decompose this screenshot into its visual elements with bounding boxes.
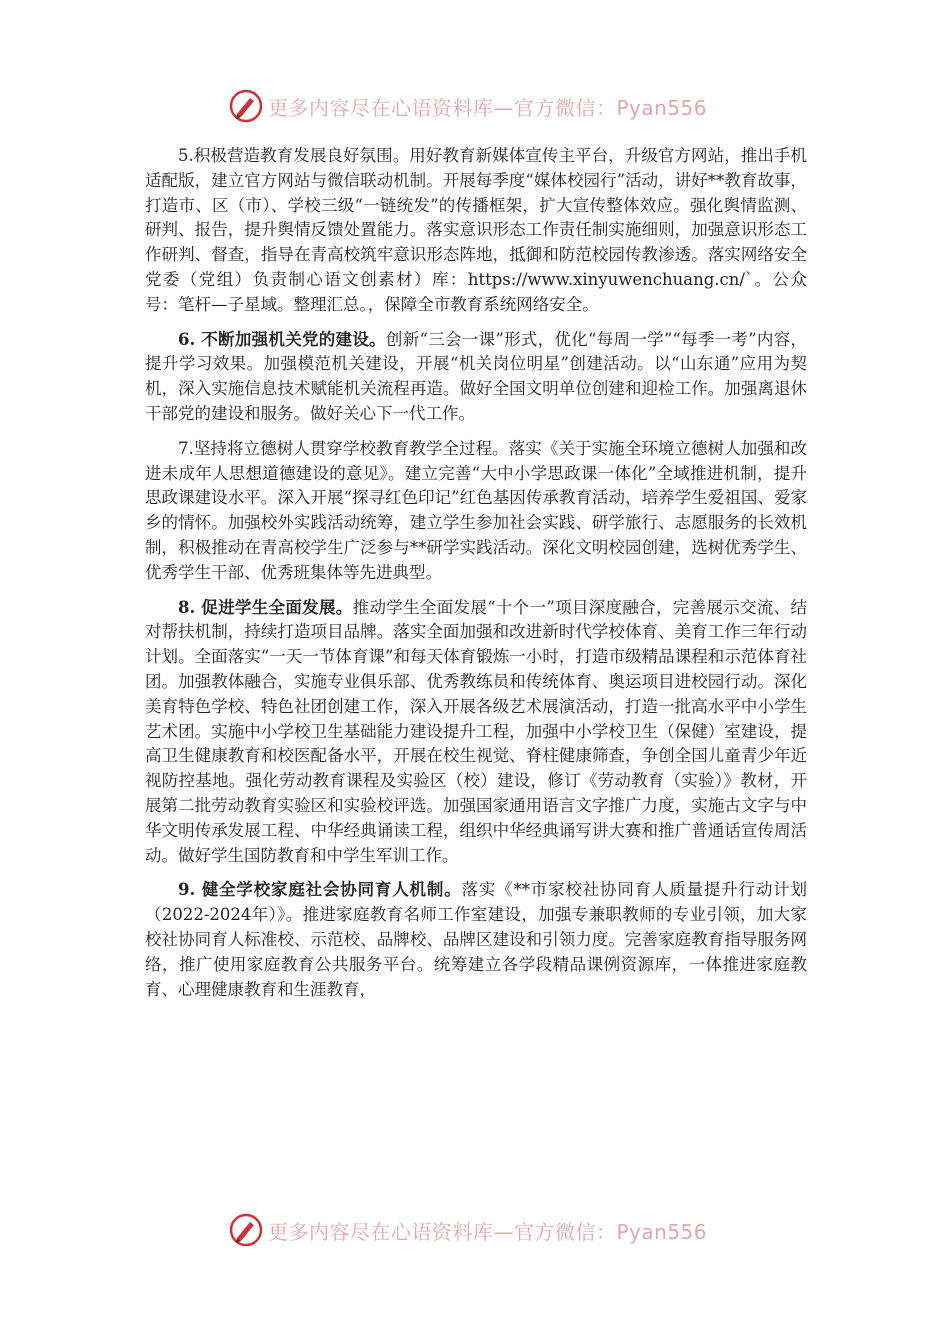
pen-logo-icon [228, 1212, 264, 1248]
footer-watermark-banner [228, 1210, 707, 1250]
header-watermark-banner [228, 86, 707, 126]
paragraph-8-lead: 8. 促进学生全面发展。 [178, 597, 353, 617]
paragraph-6-text: 创新“三会一课”形式，优化“每周一学”“每季一考”内容，提升学习效果。加强模范机关建设，开展“机关岗位明星”创建活动。以“山东通”应用为契机，深入实施信息技术赋能机关流程再造。做好全国文明单位创建和迎检工作。加强离退休干部党的建设和服务。做好关心下一代工作。 [145, 329, 807, 423]
paragraph-9 [145, 878, 807, 1002]
paragraph-8-text: 推动学生全面发展“十个一”项目深度融合，完善展示交流、结对帮扶机制，持续打造项目品牌。落实全面加强和改进新时代学校体育、美育工作三年行动计划。全面落实“一天一节体育课”和每天体育锻炼一小时，打造市级精品课程和示范体育社团。加强教体融合，实施专业俱乐部、优秀教练员和传统体育、奥运项目进校园行动。深化美育特色学校、特色社团创建工作，深入开展各级艺术展演活动，打造一批高水平中小学生艺术团。实施中小学校卫生基础能力建设提升工程，加强中小学校卫生（保健）室建设，提高卫生健康教育和校医配备水平，开展在校生视觉、脊柱健康筛查，争创全国儿童青少年近视防控基地。强化劳动教育课程及实验区（校）建设，修订《劳动教育（实验）》教材，开展第二批劳动教育实验区和实验校评选。加强国家通用语言文字推广力度，实施古文字与中华文明传承发展工程、中华经典诵读工程，组织中华经典诵写讲大赛和推广普通话宣传周活动。做好学生国防教育和中学生军训工作。 [145, 597, 807, 865]
paragraph-9-text: 落实《**市家校社协同育人质量提升行动计划（2022-2024年）》。推进家庭教育名师工作室建设，加强专兼职教师的专业引领，加大家校社协同育人标准校、示范校、品牌校、品牌区建设和引领力度。完善家庭教育指导服务网络，推广使用家庭教育公共服务平台。统筹建立各学段精品课例资源库，一体推进家庭教育、心理健康教育和生涯教育， [145, 880, 807, 999]
paragraph-9-lead: 9. 健全学校家庭社会协同育人机制。 [178, 880, 462, 900]
paragraph-5: 5.积极营造教育发展良好氛围。用好教育新媒体宣传主平台，升级官方网站，推出手机适配版，建立官方网站与微信联动机制。开展每季度“媒体校园行”活动，讲好**教育故事，打造市、区（市）、学校三级“一链统发”的传播框架，扩大宣传整体效应。强化舆情监测、研判、报告，提升舆情反馈处置能力。落实意识形态工作责任制实施细则，加强意识形态工作研判、督查，指导在青高校筑牢意识形态阵地，抵御和防范校园传教渗透。落实网络安全党委（党组）负责制心语文创素材）库：https://www.xinyuwenchuang.cn/`。公众号：笔杆—子星域。整理汇总。，保障全市教育系统网络安全。 [145, 146, 807, 314]
paragraph-7: 7.坚持将立德树人贯穿学校教育教学全过程。落实《关于实施全环境立德树人加强和改进未成年人思想道德建设的意见》。建立完善“大中小学思政课一体化”全域推进机制，提升思政课建设水平。深入开展“探寻红色印记”红色基因传承教育活动，培养学生爱祖国、爱家乡的情怀。加强校外实践活动统筹，建立学生参加社会实践、研学旅行、志愿服务的长效机制，积极推动在青高校学生广泛参与**研学实践活动。深化文明校园创建，选树优秀学生、优秀学生干部、优秀班集体等先进典型。 [145, 438, 807, 582]
watermark-text: 更多内容尽在心语资料库—官方微信：Pyan556 [268, 1219, 708, 1244]
paragraph-6-lead: 6. 不断加强机关党的建设。 [178, 329, 386, 349]
document-body [145, 144, 807, 1012]
watermark-text: 更多内容尽在心语资料库—官方微信：Pyan556 [268, 95, 708, 120]
paragraph-8 [145, 596, 807, 869]
pen-logo-icon [228, 88, 264, 124]
paragraph-6 [145, 328, 807, 427]
